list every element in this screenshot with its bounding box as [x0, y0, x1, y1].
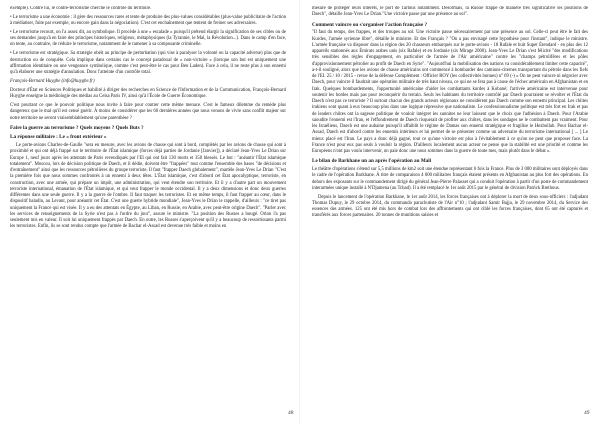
- author-name: François-Bernard Huyghe: [10, 79, 61, 85]
- left-page: [10, 6, 286, 406]
- right-page: [312, 6, 588, 406]
- paragraph: C'est pourtant ce que le pouvoir politique nous invite à faire pour contrer cette même menace. C'est le fameux dilemme du remède plus dangereux que le mal qu'il est censé guérir. À moins de considérer que les 60 dernières années que nous venons de vivre sans conflit majeur sur notre territoire ne seront vraisemblablement qu'une parenthèse ?: [10, 103, 286, 121]
- author-line: [10, 79, 286, 85]
- page-number-right: 49: [584, 410, 590, 416]
- paragraph: "Il faut du temps, des frappes, et des troupes au sol. Une victoire passe nécessairement par une présence au sol. Celle-ci peut être le fait des Kurdes, l'armée syrienne libre", détaille le ministre. Et des Français ? "On a pas envisagé cette hypothèse pour l'instant", indique le ministre. L'armée française va disposer dans la région des 20 chasseurs embarqués sur le porte-avions - 18 Rafale et huit Super Étendard - en plus des 12 appareils stationnés aux Émirats arabes unis (six Rafale) et en Jordanie (six Mirage 2000). Jean-Yves Le Drian s'est félicité "des modifications très sensibles des règles d'engagement, en particulier de l'armée de l'Air américaine" contre les "champs pétrolifères et les pôles d'approvisionnement pétrolier au profit de Daech en Syrie". "Aujourd'hui la mobilisation des nations va considérablement limiter cette capacité", a-t-il souligné, alors que les avions de chasse américains ont commencé à bombarder des camions-citernes transportant du pétrole dans les fiefs de l'EI. 25 / 10 / 2015 - revue de la défense Complément : Officier ROY (les collectivités bonnes) n° 69 (-) « On ne peut vaincre ni négocier avec Daech, pour vaincre il faudrait une opération militaire de très haut niveau, ce qui ne se fera pas à cause de l'échec américain en Afghanistan et en Irak. Quelques bombardements, l'opportunité américaine d'aider les combattants kurdes à Kobané; l'arrivée américaine est intervenue pour soutenir les hordes mais pas pour reconquérir du terrain. Seuls les habitants du territoire contrôlé par Daech pourraient se révolter et l'État du Daech n'est pas ce terroriste ? Il surtout chacun des grands acteurs régionaux ne considèrent pas Daech comme son ennemi principal. Les chiites irakiens sont quant à eux beaucoup plus dans une logique répressive que nationaliste. Le confessionnalisme politique est très fort en Irak et pas de leaders chiites ont la sagesse politique de vouloir intégrer les sunnites ne leur laissent que le choix que l'adhésion à Daech. Pour l'Arabie saoudite l'ennemi est l'Iran, et l'effondrement de Daech risquerait de profiter aux chiites, dans les sondages ne le combattent pas vraiment. Pour les Israéliens, Daech est une aubaine puisqu'il affaiblit le régime de Damas son ennemi stratégique et fragilise le Hezbollah. Pour Bachar el-Assad, Daech est d'abord contre les ennemis intérieurs et lui permet de se présenter comme un adversaire du terrorisme international [ ... ] Le mieux placé est l'Iran. Le pays a donc déjà gagné, tout ce qu'une victoire est plus à l'évitablement à ce qu'on ne peut que proposer face. La France n'est pour eux pas seuls à vouloir la région. D'ailleurs localement aucun acteur ne pense que la stabilité est une priorité et comme les Européens n'ont pas voulu intervenir, on paie donc une nous sommes dans la guerre de toute mes, mais plutôt dans le débat ».: [312, 30, 588, 155]
- section-heading: Faire la guerre au terrorisme ? Quels moyens ? Quels Buts ?: [10, 124, 144, 131]
- paragraph: Depuis le lancement de l'opération Barkhane, le 1er août 2014, les forces françaises ont à déplorer la mort de deux sous-officiers : l'adjudant Thomas Dupuy, le 29 octobre 2014, du commando parachutiste de l'Air n°10 ; l'adjudant Samir Bajja, le 29 novembre 2014, du Service des essences des armées. 125 ont été mis hors de combat lors des affrontements qui ont ciblé les forces françaises, dont 65 ont été capturés et transférés aux forces partenaires. 20 tonnes de munitions saisies et: [312, 194, 588, 219]
- bullet-paragraph: • Le terrorisme est stratégique. Sa stratégie obéit au principe de perturbation (qui vise à paralyser la volonté ou la capacité adverse) plus que de destruction ou de conquête. Cela implique dans certains cas le concept paradoxal de « non-victoire » (lorsque son but est uniquement une affirmation identitaire ou une vengeance symbolique, comme c'est peut-être le cas pour Ben Laden). Face à cela, il ne reste plus à son ennemi qu'à élaborer une stratégie d'annulation. Donc l'atteinte d'un contrôle total.: [10, 51, 286, 76]
- author-email: (info@huyghe.fr): [61, 79, 95, 85]
- bullet-paragraph: • Le terrorisme a une économie : il gère des ressources rares et tente de produire des plus-values considérables (plus-value publicitaire de l'action à médiatiser, fuite par exemple, ou encore gain dans la négociation). C'est cet enchaînement que tentent de freiner ses adversaires.: [10, 15, 286, 28]
- section-heading: La réponse militaire : Le « front extérieur »: [10, 134, 107, 141]
- paragraph: Le porte-avions Charles-de-Gaulle "sera en mesure, avec les avions de chasse qui sont à bord, complétés par les avions de chasse qui sont à proximité et qui ont déjà frappé sur le territoire de l'État islamique (forces déjà parties de Jordanie [Janvier]), a déclaré Jean-Yves Le Drian sur Europe 1, neuf jours après les attentats de Paris revendiqués par l'EI qui ont fait 130 morts et 350 blessés. Le but : "anéantir l'État islamique totalement". Moscou, lors de décision politique de Daech, et il dédie, doivent être "frappées" tout comme l'ensemble des bases "de décisions et d'entraînement" ainsi que les ressources pétrolières du groupe terroriste. Il faut "frapper Daech globalement", martèle Jean-Yves Le Drian "C'est la première fois que nous sommes confrontés à un ennemi à deux têtes. L'État islamique, c'est d'abord cet État apocalyptique, terroriste, en construction, avec une armée, qui prépare un impôt, une administration, qui veut étendre son territoire. Et il y a d'autre part un mouvement terroriste international, émanation de l'État islamique, et qui veut frapper le monde occidental. Il y a deux dimensions et donc deux guerres différentes dans une seule guerre. Il y a la guerre de l'ombre. Il faut traquer les terroristes. Et en même temps, il faut frapper au cœur, dans le dispositif baladin, au Levant, pour anéantir cet État. C'est une guerre hybride mondiale", Jean-Yves le Drian le rappelle, d'ailleurs : "ce tiret pas uniquement la France qui est visée. Il y a eu des attentats en Égypte, au Liban, en Russie, en Arabie, avec peut-être origine Daech". "Parler avec les services de renseignements de la Syrie n'est pas à l'ordre du jour", assure le ministre. "La position des Russes a bougé. Orion l'a pas seulement mis en valeur. Il soit lui uniquement frappés par Daech. En outre, les Russes s'aperçoivent qu'il y a beaucoup de ressortissants parmi les terroristes. Enfin, ils se sont rendus compte que l'armée de Bachar el-Assad est devenue très faible et moins en: [10, 143, 286, 230]
- section-heading: Comment vaincre ou s'organiser l'action française ?: [312, 21, 428, 28]
- spine-gutter: [299, 0, 300, 424]
- paragraph: mesure de protéger leurs intérêts, le port de Tartous notamment. Désormais, la Russie frappe de manière très significative les positions de Daech", détaille Jean-Yves Le Drian."Une victoire passe par une présence au sol".: [312, 6, 588, 18]
- page-number-left: 48: [288, 410, 294, 416]
- section-heading: Le bilan de Barkhane un an après l'opération au Mali: [312, 158, 432, 165]
- author-bio: Docteur d'État en Sciences Politiques et habilité à diriger des recherches en Science de l'Information et de la Communication, François-Bernard Huyghe enseigne la médiologie des médias au Celsa Paris IV, ainsi qu'à l'École de Guerre Économique.: [10, 88, 286, 100]
- bullet-paragraph: • Le terrorisme recourt, on l'a assez dit, au symbolique. Il procède à une « escalade » puisqu'il prétend élargir la signification de ses cibles ou de ses demandes jusqu'à en faire des principes historiques, religieux, métaphysiques (la Tyrannie, le Mal, la Révolution...). Dans le camp d'en face, on tente, au contraire, de réduire le terrorisme, notamment de le ramener à sa composante criminelle.: [10, 30, 286, 49]
- paragraph: Le théâtre d'opérations s'étend sur 5,5 millions de km2 soit une étendue représentant 6 fois la France. Plus de 3 000 militaires sont déployés dans le cadre de l'opération Barkhane. À titre de comparaison 4 000 militaires français étaient présents en Afghanistan au plus fort des opérations. En dehors des exposants sur le commandement dirigé du général Jean-Pierre Palasset qui a conduit l'opération à partir d'un poste de commandement interarmées unique installé à N'Djamena (au Tchad). Il a été remplacé le 1er août 2015 par le général de division Patrick Brethous.: [312, 167, 588, 191]
- paragraph: exemple). Contre lui, le contre-terrorisme cherche le contrôle du territoire.: [10, 6, 152, 11]
